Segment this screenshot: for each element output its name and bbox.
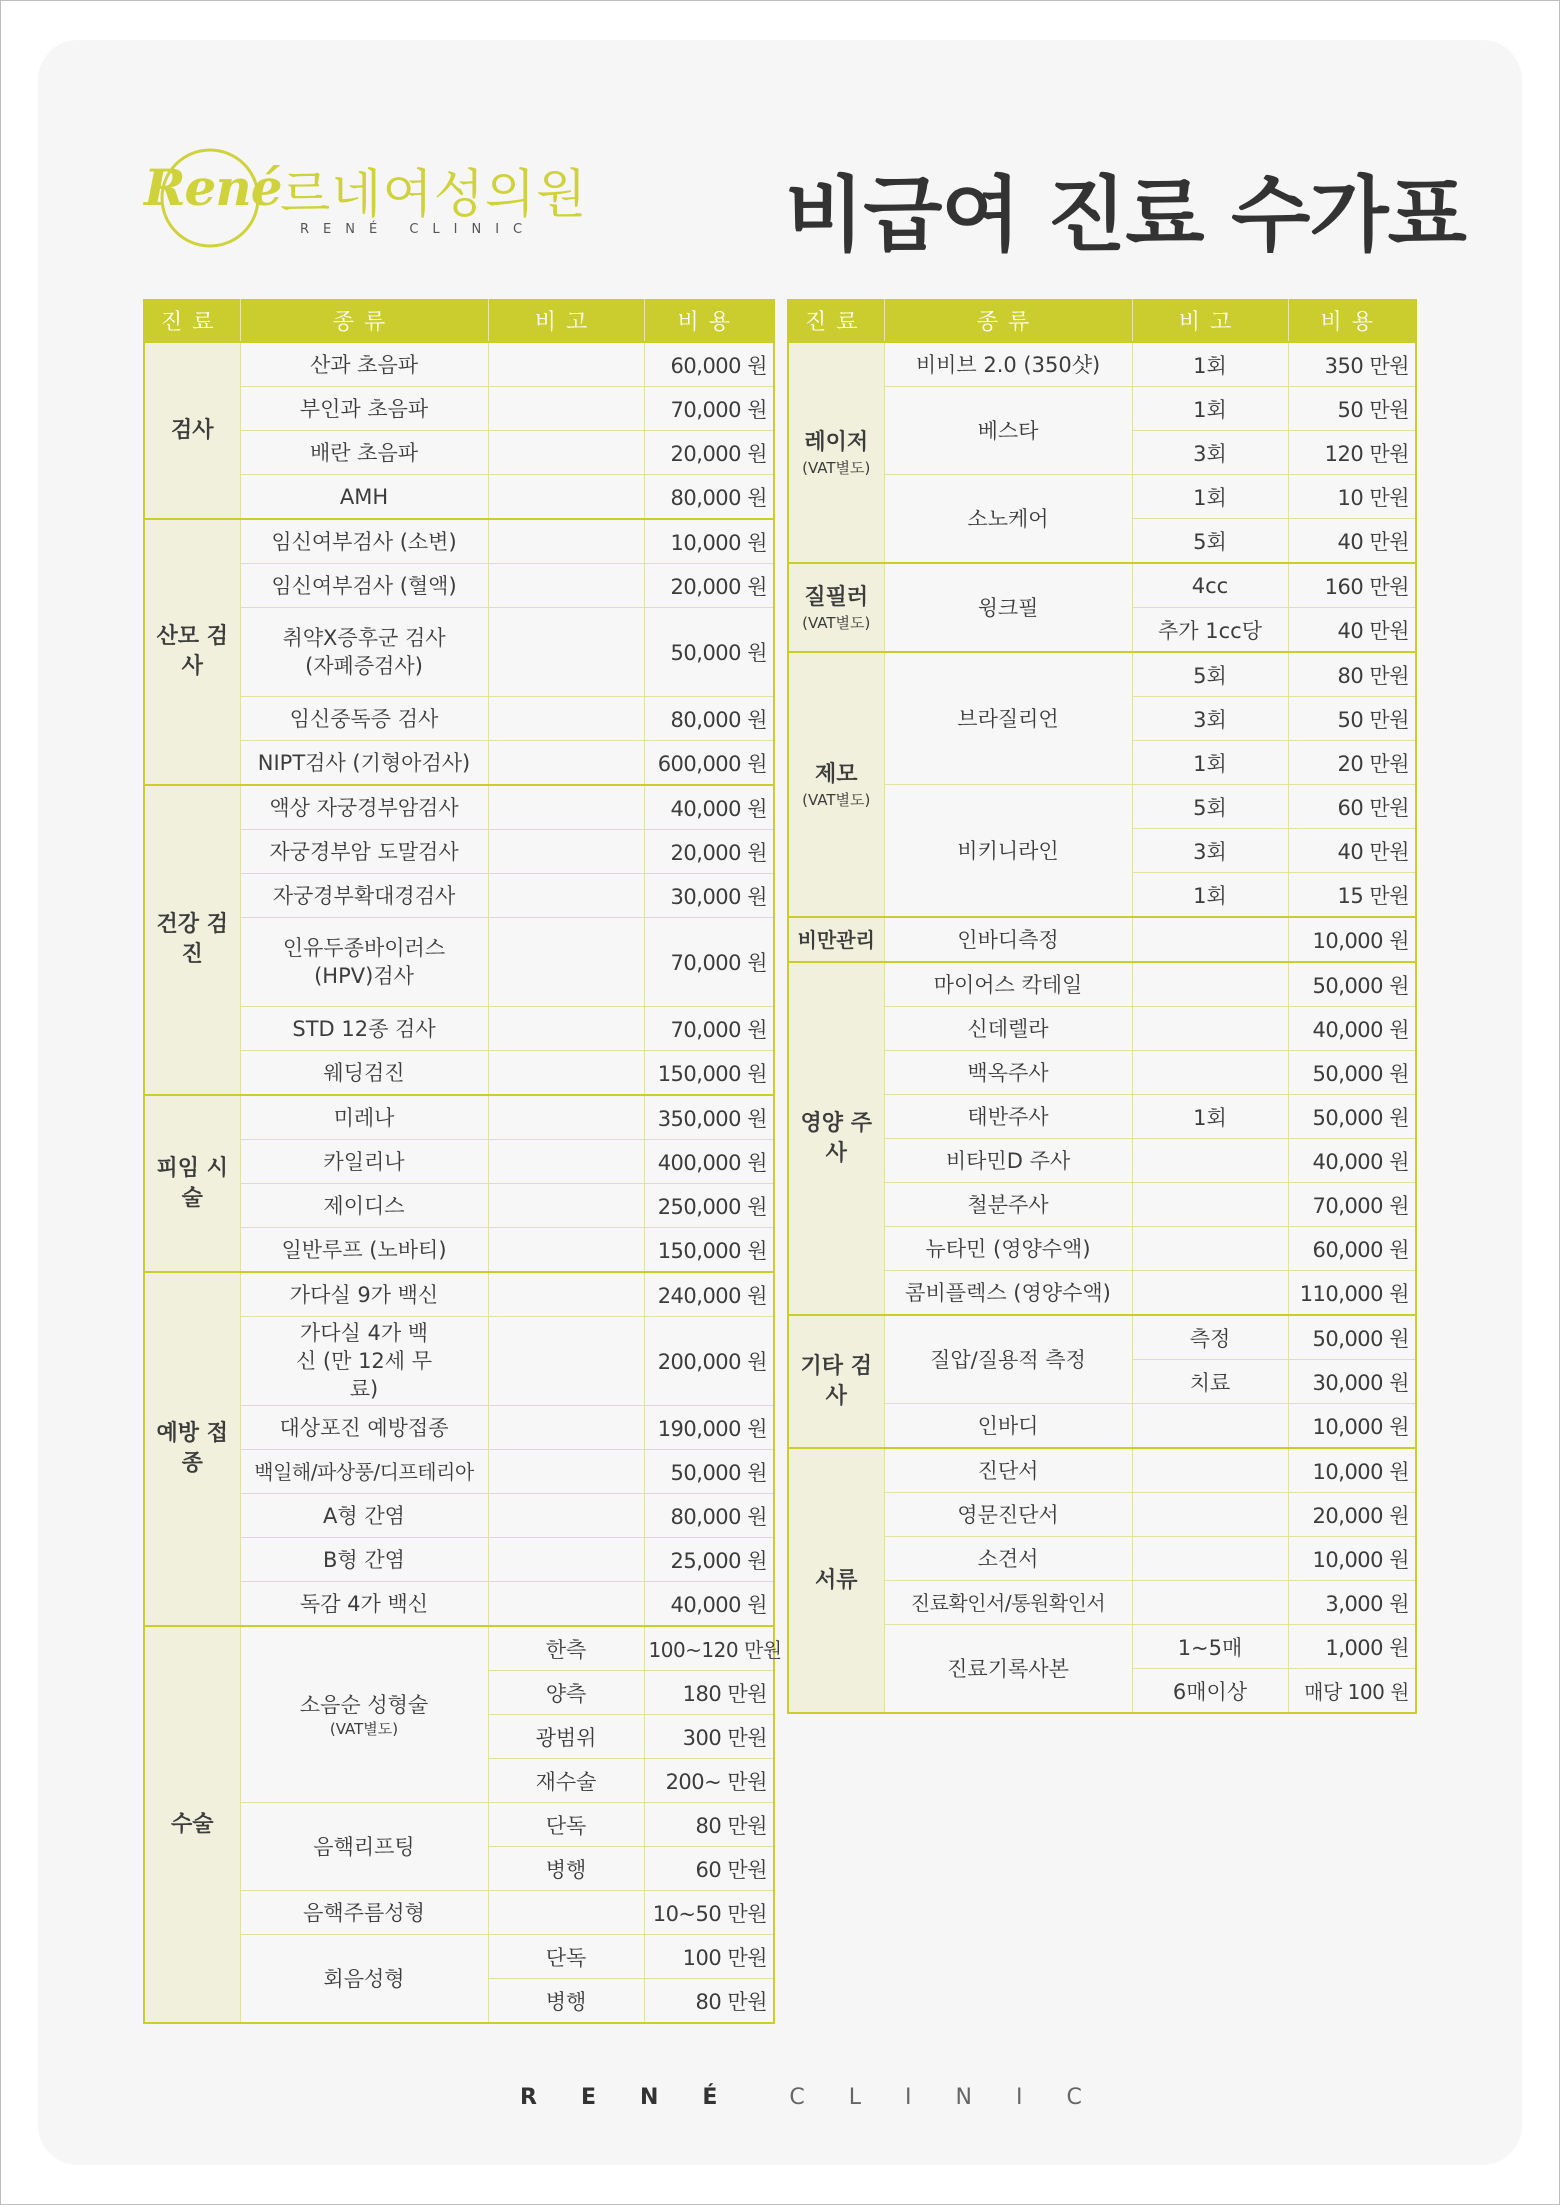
item-cell — [240, 1626, 488, 1803]
category-cell: 산모 검사 — [144, 519, 240, 785]
category-cell: 피임 시술 — [144, 1095, 240, 1272]
item-cell: 부인과 초음파 — [240, 387, 488, 431]
note-cell — [488, 1317, 644, 1406]
table-row — [788, 1315, 1416, 1360]
page-title: 비급여 진료 수가표 — [785, 168, 1466, 263]
table-row — [144, 519, 774, 564]
note-cell — [488, 1007, 644, 1051]
category-vat-note: (VAT별도) — [802, 458, 871, 477]
price-cell: 40 만원 — [1288, 829, 1416, 873]
price-cell: 30,000 원 — [1288, 1360, 1416, 1404]
note-cell — [1132, 1139, 1288, 1183]
note-cell — [1132, 1227, 1288, 1271]
item-cell: 가다실 9가 백신 — [240, 1272, 488, 1317]
item-cell: 산과 초음파 — [240, 342, 488, 387]
note-cell — [488, 519, 644, 564]
price-cell: 60,000 원 — [644, 342, 774, 387]
price-cell: 20,000 원 — [644, 431, 774, 475]
item-cell: 자궁경부확대경검사 — [240, 874, 488, 918]
price-cell: 100~120 만원 — [644, 1626, 774, 1671]
item-cell: 임신여부검사 (소변) — [240, 519, 488, 564]
item-cell: 진단서 — [884, 1448, 1132, 1493]
price-cell: 40,000 원 — [644, 785, 774, 830]
note-cell — [488, 1891, 644, 1935]
price-cell: 10,000 원 — [1288, 917, 1416, 962]
footer-brand — [520, 2085, 1126, 2110]
category-cell: 영양 주사 — [788, 962, 884, 1315]
note-cell: 1회 — [1132, 873, 1288, 918]
item-cell: 독감 4가 백신 — [240, 1582, 488, 1627]
header-cost: 비용 — [644, 299, 774, 342]
note-cell — [488, 918, 644, 1007]
price-cell: 80,000 원 — [644, 1494, 774, 1538]
note-cell — [488, 1538, 644, 1582]
note-cell — [488, 1095, 644, 1140]
category-name: 레이저 — [804, 429, 869, 455]
note-cell — [488, 475, 644, 520]
category-vat-note: (VAT별도) — [802, 790, 871, 809]
item-cell: 인바디 — [884, 1404, 1132, 1449]
category-cell: 서류 — [788, 1448, 884, 1713]
note-cell: 1~5매 — [1132, 1625, 1288, 1669]
price-cell: 70,000 원 — [644, 918, 774, 1007]
item-cell: 영문진단서 — [884, 1493, 1132, 1537]
item-cell: 태반주사 — [884, 1095, 1132, 1139]
price-cell: 350,000 원 — [644, 1095, 774, 1140]
item-cell: 콤비플렉스 (영양수액) — [884, 1271, 1132, 1316]
logo-english-name: RENÉ CLINIC — [300, 222, 537, 237]
note-cell — [488, 342, 644, 387]
price-cell: 400,000 원 — [644, 1140, 774, 1184]
price-cell: 50 만원 — [1288, 697, 1416, 741]
price-cell: 80,000 원 — [644, 475, 774, 520]
note-cell — [488, 830, 644, 874]
note-cell — [488, 1582, 644, 1627]
item-cell: 비비브 2.0 (350샷) — [884, 342, 1132, 387]
price-cell: 150,000 원 — [644, 1051, 774, 1096]
note-cell — [488, 564, 644, 608]
category-cell: 비만관리 — [788, 917, 884, 962]
price-cell: 50 만원 — [1288, 387, 1416, 431]
price-cell: 120 만원 — [1288, 431, 1416, 475]
item-cell: 진료확인서/통원확인서 — [884, 1581, 1132, 1625]
category-cell: 수술 — [144, 1626, 240, 2023]
price-cell: 50,000 원 — [644, 608, 774, 697]
footer-clinic: CLINIC — [789, 2085, 1126, 2110]
price-cell: 50,000 원 — [1288, 1315, 1416, 1360]
price-cell: 매당 100 원 — [1288, 1669, 1416, 1714]
header-note: 비고 — [1132, 299, 1288, 342]
item-cell: 카일리나 — [240, 1140, 488, 1184]
note-cell — [488, 608, 644, 697]
category-cell — [788, 342, 884, 563]
header-type: 종류 — [240, 299, 488, 342]
item-cell: 진료기록사본 — [884, 1625, 1132, 1714]
item-cell: 웨딩검진 — [240, 1051, 488, 1096]
table-row — [788, 563, 1416, 608]
price-cell: 60,000 원 — [1288, 1227, 1416, 1271]
price-cell: 40,000 원 — [644, 1582, 774, 1627]
item-cell: 브라질리언 — [884, 652, 1132, 785]
price-cell: 20 만원 — [1288, 741, 1416, 785]
item-cell: 배란 초음파 — [240, 431, 488, 475]
header-category: 진료 — [788, 299, 884, 342]
note-cell — [1132, 962, 1288, 1007]
header-type: 종류 — [884, 299, 1132, 342]
item-cell: 회음성형 — [240, 1935, 488, 2024]
item-cell: 음핵주름성형 — [240, 1891, 488, 1935]
table-row — [788, 652, 1416, 697]
price-cell: 150,000 원 — [644, 1228, 774, 1273]
item-cell: 임신중독증 검사 — [240, 697, 488, 741]
vat-note: (VAT별도) — [329, 1719, 399, 1738]
price-cell: 70,000 원 — [644, 1007, 774, 1051]
table-row — [144, 1626, 774, 1671]
note-cell — [488, 1494, 644, 1538]
price-cell: 10,000 원 — [644, 519, 774, 564]
note-cell — [488, 1140, 644, 1184]
header-cost: 비용 — [1288, 299, 1416, 342]
note-cell — [488, 1272, 644, 1317]
note-cell — [488, 1406, 644, 1450]
item-cell: AMH — [240, 475, 488, 520]
note-cell: 5회 — [1132, 519, 1288, 564]
item-cell: 비키니라인 — [884, 785, 1132, 918]
item-cell: B형 간염 — [240, 1538, 488, 1582]
note-cell — [1132, 1493, 1288, 1537]
note-cell — [1132, 917, 1288, 962]
price-cell: 600,000 원 — [644, 741, 774, 786]
price-cell: 20,000 원 — [1288, 1493, 1416, 1537]
note-cell — [488, 387, 644, 431]
footer-rene: RENÉ — [520, 2085, 762, 2110]
note-cell: 5회 — [1132, 785, 1288, 829]
price-cell: 3,000 원 — [1288, 1581, 1416, 1625]
item-cell: 음핵리프팅 — [240, 1803, 488, 1891]
item-cell: 비타민D 주사 — [884, 1139, 1132, 1183]
price-cell: 350 만원 — [1288, 342, 1416, 387]
price-cell: 70,000 원 — [1288, 1183, 1416, 1227]
note-cell — [488, 1450, 644, 1494]
price-cell: 180 만원 — [644, 1671, 774, 1715]
price-cell: 15 만원 — [1288, 873, 1416, 918]
price-cell: 50,000 원 — [1288, 962, 1416, 1007]
note-cell: 3회 — [1132, 431, 1288, 475]
table-row — [788, 1448, 1416, 1493]
item-cell: 일반루프 (노바티) — [240, 1228, 488, 1273]
item-cell: A형 간염 — [240, 1494, 488, 1538]
table-row — [144, 785, 774, 830]
price-cell: 80 만원 — [1288, 652, 1416, 697]
price-cell: 190,000 원 — [644, 1406, 774, 1450]
note-cell: 광범위 — [488, 1715, 644, 1759]
left-fee-table — [143, 299, 782, 2024]
item-cell: 인바디측정 — [884, 917, 1132, 962]
item-cell: 백일해/파상풍/디프테리아 — [240, 1450, 488, 1494]
item-cell: 윙크필 — [884, 563, 1132, 652]
price-cell: 1,000 원 — [1288, 1625, 1416, 1669]
item-cell: 베스타 — [884, 387, 1132, 475]
note-cell — [488, 785, 644, 830]
category-vat-note: (VAT별도) — [802, 613, 871, 632]
price-cell: 80 만원 — [644, 1803, 774, 1847]
category-name: 질필러 — [804, 584, 869, 610]
note-cell: 6매이상 — [1132, 1669, 1288, 1714]
note-cell: 단독 — [488, 1803, 644, 1847]
right-fee-table — [787, 299, 1417, 1714]
logo-korean-name: 르네여성의원 — [280, 165, 588, 225]
note-cell — [1132, 1183, 1288, 1227]
table-row — [788, 342, 1416, 387]
item-name: 소음순 성형술 — [299, 1692, 429, 1717]
clinic-logo — [140, 140, 600, 250]
price-cell: 10~50 만원 — [644, 1891, 774, 1935]
price-cell: 100 만원 — [644, 1935, 774, 1979]
price-cell: 10,000 원 — [1288, 1404, 1416, 1449]
item-cell: 질압/질용적 측정 — [884, 1315, 1132, 1404]
price-cell: 25,000 원 — [644, 1538, 774, 1582]
note-cell: 4cc — [1132, 563, 1288, 608]
note-cell: 3회 — [1132, 829, 1288, 873]
note-cell: 1회 — [1132, 475, 1288, 519]
item-cell: 소견서 — [884, 1537, 1132, 1581]
note-cell — [488, 1184, 644, 1228]
item-cell: 뉴타민 (영양수액) — [884, 1227, 1132, 1271]
item-cell: STD 12종 검사 — [240, 1007, 488, 1051]
item-cell: 취약X증후군 검사 (자폐증검사) — [240, 608, 488, 697]
price-cell: 40,000 원 — [1288, 1139, 1416, 1183]
note-cell — [1132, 1537, 1288, 1581]
price-cell: 10,000 원 — [1288, 1448, 1416, 1493]
price-cell: 50,000 원 — [1288, 1051, 1416, 1095]
note-cell: 한측 — [488, 1626, 644, 1671]
price-cell: 50,000 원 — [1288, 1095, 1416, 1139]
note-cell: 병행 — [488, 1979, 644, 2024]
note-cell — [1132, 1448, 1288, 1493]
note-cell: 양측 — [488, 1671, 644, 1715]
note-cell: 추가 1cc당 — [1132, 608, 1288, 653]
table-row — [788, 917, 1416, 962]
note-cell: 5회 — [1132, 652, 1288, 697]
note-cell — [488, 1051, 644, 1096]
price-cell: 60 만원 — [644, 1847, 774, 1891]
price-cell: 160 만원 — [1288, 563, 1416, 608]
note-cell: 3회 — [1132, 697, 1288, 741]
note-cell: 1회 — [1132, 741, 1288, 785]
note-cell — [488, 874, 644, 918]
item-cell: 철분주사 — [884, 1183, 1132, 1227]
note-cell — [488, 1228, 644, 1273]
note-cell — [488, 431, 644, 475]
table-row — [144, 342, 774, 387]
price-cell: 30,000 원 — [644, 874, 774, 918]
price-cell: 80,000 원 — [644, 697, 774, 741]
price-cell: 20,000 원 — [644, 564, 774, 608]
price-cell: 80 만원 — [644, 1979, 774, 2024]
price-cell: 40 만원 — [1288, 608, 1416, 653]
item-cell: 제이디스 — [240, 1184, 488, 1228]
category-cell: 검사 — [144, 342, 240, 519]
note-cell — [1132, 1051, 1288, 1095]
note-cell: 측정 — [1132, 1315, 1288, 1360]
item-cell: 가다실 4가 백신 (만 12세 무료) — [240, 1317, 488, 1406]
category-cell — [788, 563, 884, 652]
price-cell: 10 만원 — [1288, 475, 1416, 519]
note-cell: 병행 — [488, 1847, 644, 1891]
item-cell: 인유두종바이러스 (HPV)검사 — [240, 918, 488, 1007]
category-cell: 기타 검사 — [788, 1315, 884, 1448]
table-row — [788, 962, 1416, 1007]
note-cell: 재수술 — [488, 1759, 644, 1803]
note-cell: 치료 — [1132, 1360, 1288, 1404]
item-cell: 마이어스 칵테일 — [884, 962, 1132, 1007]
note-cell — [488, 697, 644, 741]
item-cell: 소노케어 — [884, 475, 1132, 564]
note-cell — [488, 741, 644, 786]
header-category: 진료 — [144, 299, 240, 342]
price-cell: 200~ 만원 — [644, 1759, 774, 1803]
item-cell: 미레나 — [240, 1095, 488, 1140]
price-cell: 250,000 원 — [644, 1184, 774, 1228]
price-cell: 60 만원 — [1288, 785, 1416, 829]
category-name: 제모 — [814, 761, 858, 787]
item-cell: NIPT검사 (기형아검사) — [240, 741, 488, 786]
note-cell — [1132, 1404, 1288, 1449]
note-cell — [1132, 1581, 1288, 1625]
table-row — [144, 1095, 774, 1140]
note-cell — [1132, 1007, 1288, 1051]
item-cell: 대상포진 예방접종 — [240, 1406, 488, 1450]
note-cell: 1회 — [1132, 387, 1288, 431]
note-cell: 1회 — [1132, 342, 1288, 387]
category-cell — [788, 652, 884, 917]
price-cell: 300 만원 — [644, 1715, 774, 1759]
logo-script-text: René — [144, 158, 282, 217]
category-cell: 건강 검진 — [144, 785, 240, 1095]
item-cell: 자궁경부암 도말검사 — [240, 830, 488, 874]
price-cell: 40 만원 — [1288, 519, 1416, 564]
note-cell: 단독 — [488, 1935, 644, 1979]
price-cell: 20,000 원 — [644, 830, 774, 874]
price-cell: 70,000 원 — [644, 387, 774, 431]
header-note: 비고 — [488, 299, 644, 342]
price-cell: 110,000 원 — [1288, 1271, 1416, 1316]
price-cell: 50,000 원 — [644, 1450, 774, 1494]
item-cell: 백옥주사 — [884, 1051, 1132, 1095]
note-cell: 1회 — [1132, 1095, 1288, 1139]
item-cell: 신데렐라 — [884, 1007, 1132, 1051]
price-cell: 40,000 원 — [1288, 1007, 1416, 1051]
table-row — [144, 1272, 774, 1317]
item-cell: 액상 자궁경부암검사 — [240, 785, 488, 830]
item-cell: 임신여부검사 (혈액) — [240, 564, 488, 608]
note-cell — [1132, 1271, 1288, 1316]
price-cell: 240,000 원 — [644, 1272, 774, 1317]
category-cell: 예방 접종 — [144, 1272, 240, 1626]
price-cell: 200,000 원 — [644, 1317, 774, 1406]
price-cell: 10,000 원 — [1288, 1537, 1416, 1581]
